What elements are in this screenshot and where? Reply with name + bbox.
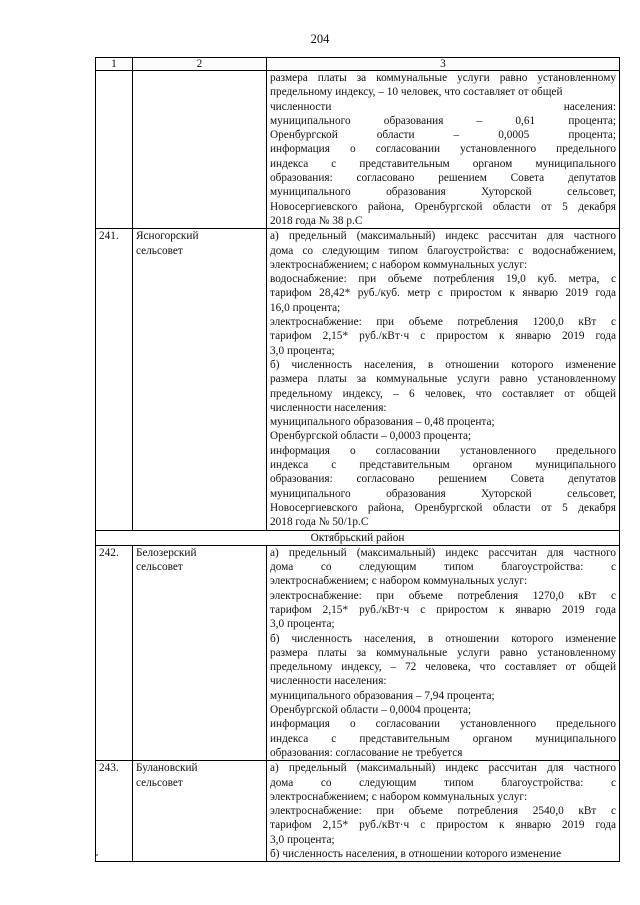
text-line: размера платы за коммунальные услуги равно установленному <box>270 373 616 386</box>
text-line: водоснабжение: при объеме потребления 19,0 куб. метра, с <box>270 273 616 286</box>
row-number: 241. <box>96 229 133 530</box>
text-line: Новосергиевского района, Оренбургской области от 5 декабря <box>270 200 616 213</box>
text-line: тарифом 28,42* руб./куб. метр с приростом к январю 2019 года <box>270 287 616 300</box>
text-line: Новосергиевского района, Оренбургской области от 5 декабря <box>270 501 616 514</box>
row-text-cell <box>267 71 620 229</box>
text-line: дома со следующим типом благоустройства: с <box>270 561 616 574</box>
text-line: 3,0 процента; <box>270 618 335 631</box>
text-line: Оренбургской области – 0,0004 процента; <box>270 704 472 717</box>
text-line: дома со следующим типом благоустройства: с <box>270 776 616 789</box>
text-line: информация о согласовании установленного предельного <box>270 444 616 457</box>
row-number: 243. <box>96 761 133 862</box>
page-number: 204 <box>310 32 330 46</box>
name-line: сельсовет <box>136 776 183 789</box>
text-line: образования: согласование не требуется <box>270 746 463 759</box>
text-line: Оренбургской области – 0,0003 процента; <box>270 430 472 443</box>
text-line: образования: согласовано решением Совета депутатов <box>270 172 616 185</box>
text-line: 16,0 процента; <box>270 301 341 314</box>
table-row-241 <box>96 229 620 530</box>
text-line: а) предельный (максимальный) индекс рассчитан для частного <box>270 230 616 243</box>
settlement-name <box>133 229 267 530</box>
text-line: электроснабжением; с набором коммунальных услуг: <box>270 575 528 588</box>
row-name-cell <box>133 71 267 229</box>
row-number: 242. <box>96 545 133 760</box>
table-row-243 <box>96 761 620 862</box>
text-line: б) численность населения, в отношении которого изменение <box>270 848 562 861</box>
text-line: электроснабжение: при объеме потребления 1200,0 кВт с <box>270 316 616 329</box>
text-line: Оренбургской области – 0,0005 процента; <box>270 129 616 142</box>
text-line: предельному индексу, – 10 человек, что составляет от общей <box>270 86 563 99</box>
text-line: размера платы за коммунальные услуги равно установленному <box>270 646 616 659</box>
row-text-cell <box>267 761 620 862</box>
text-line: муниципального образования – 7,94 процента; <box>270 689 495 702</box>
settlement-name <box>133 545 267 760</box>
text-line: численности населения: <box>270 100 616 113</box>
text-line: а) предельный (максимальный) индекс рассчитан для частного <box>270 546 616 559</box>
section-row <box>96 530 620 545</box>
text-line: б) численность населения, в отношении которого изменение <box>270 358 616 371</box>
text-line: дома со следующим типом благоустройства: с водоснабжением, <box>270 244 616 257</box>
text-line: информация о согласовании установленного предельного <box>270 143 616 156</box>
section-title: Октябрьский район <box>96 530 620 545</box>
text-line: б) численность населения, в отношении которого изменение <box>270 632 616 645</box>
name-line: сельсовет <box>136 244 183 257</box>
text-line: муниципального образования Хуторской сельсовет, <box>270 186 616 199</box>
header-col-1: 1 <box>96 58 133 71</box>
table-row-continuation <box>96 71 620 229</box>
header-col-3: 3 <box>267 58 620 71</box>
name-line: Белозерский <box>136 546 197 559</box>
text-line: тарифом 2,15* руб./кВт·ч с приростом к январю 2019 года <box>270 330 616 343</box>
text-line: а) предельный (максимальный) индекс рассчитан для частного <box>270 762 616 775</box>
text-line: численности населения: <box>270 401 387 414</box>
text-line: индекса с представительным органом муниципального <box>270 459 616 472</box>
name-line: Булановский <box>136 762 198 775</box>
scan-speck <box>96 854 98 856</box>
text-line: электроснабжение: при объеме потребления 2540,0 кВт с <box>270 805 616 818</box>
text-line: предельному индексу, – 72 человека, что составляет от общей <box>270 661 616 674</box>
text-line: численности населения: <box>270 675 387 688</box>
text-line: индекса с представительным органом муниципального <box>270 732 616 745</box>
row-number-cell <box>96 71 133 229</box>
text-line: муниципального образования Хуторской сельсовет, <box>270 487 616 500</box>
header-col-2: 2 <box>133 58 267 71</box>
text-line: муниципального образования – 0,61 процента; <box>270 114 616 127</box>
text-line: предельному индексу, – 6 человек, что составляет от общей <box>270 387 616 400</box>
text-line: 2018 года № 50/1р.С <box>270 516 369 529</box>
text-line: 3,0 процента; <box>270 833 335 846</box>
table-header-row <box>96 58 620 71</box>
text-line: образования: согласовано решением Совета депутатов <box>270 473 616 486</box>
index-table <box>95 57 620 862</box>
text-line: 3,0 процента; <box>270 344 335 357</box>
name-line: сельсовет <box>136 561 183 574</box>
table-row-242 <box>96 545 620 760</box>
text-line: индекса с представительным органом муниципального <box>270 157 616 170</box>
text-line: размера платы за коммунальные услуги равно установленному <box>270 72 616 84</box>
text-line: информация о согласовании установленного предельного <box>270 718 616 731</box>
text-line: электроснабжение: при объеме потребления 1270,0 кВт с <box>270 589 616 602</box>
text-line: 2018 года № 38 р.С <box>270 214 363 227</box>
name-line: Ясногорский <box>136 230 199 243</box>
text-line: тарифом 2,15* руб./кВт·ч с приростом к январю 2019 года <box>270 819 616 832</box>
row-text-cell <box>267 229 620 530</box>
text-line: электроснабжением; с набором коммунальных услуг: <box>270 258 528 271</box>
text-line: электроснабжением; с набором коммунальных услуг: <box>270 790 528 803</box>
settlement-name <box>133 761 267 862</box>
text-line: муниципального образования – 0,48 процента; <box>270 416 495 429</box>
row-text-cell <box>267 545 620 760</box>
text-line: тарифом 2,15* руб./кВт·ч с приростом к январю 2019 года <box>270 603 616 616</box>
